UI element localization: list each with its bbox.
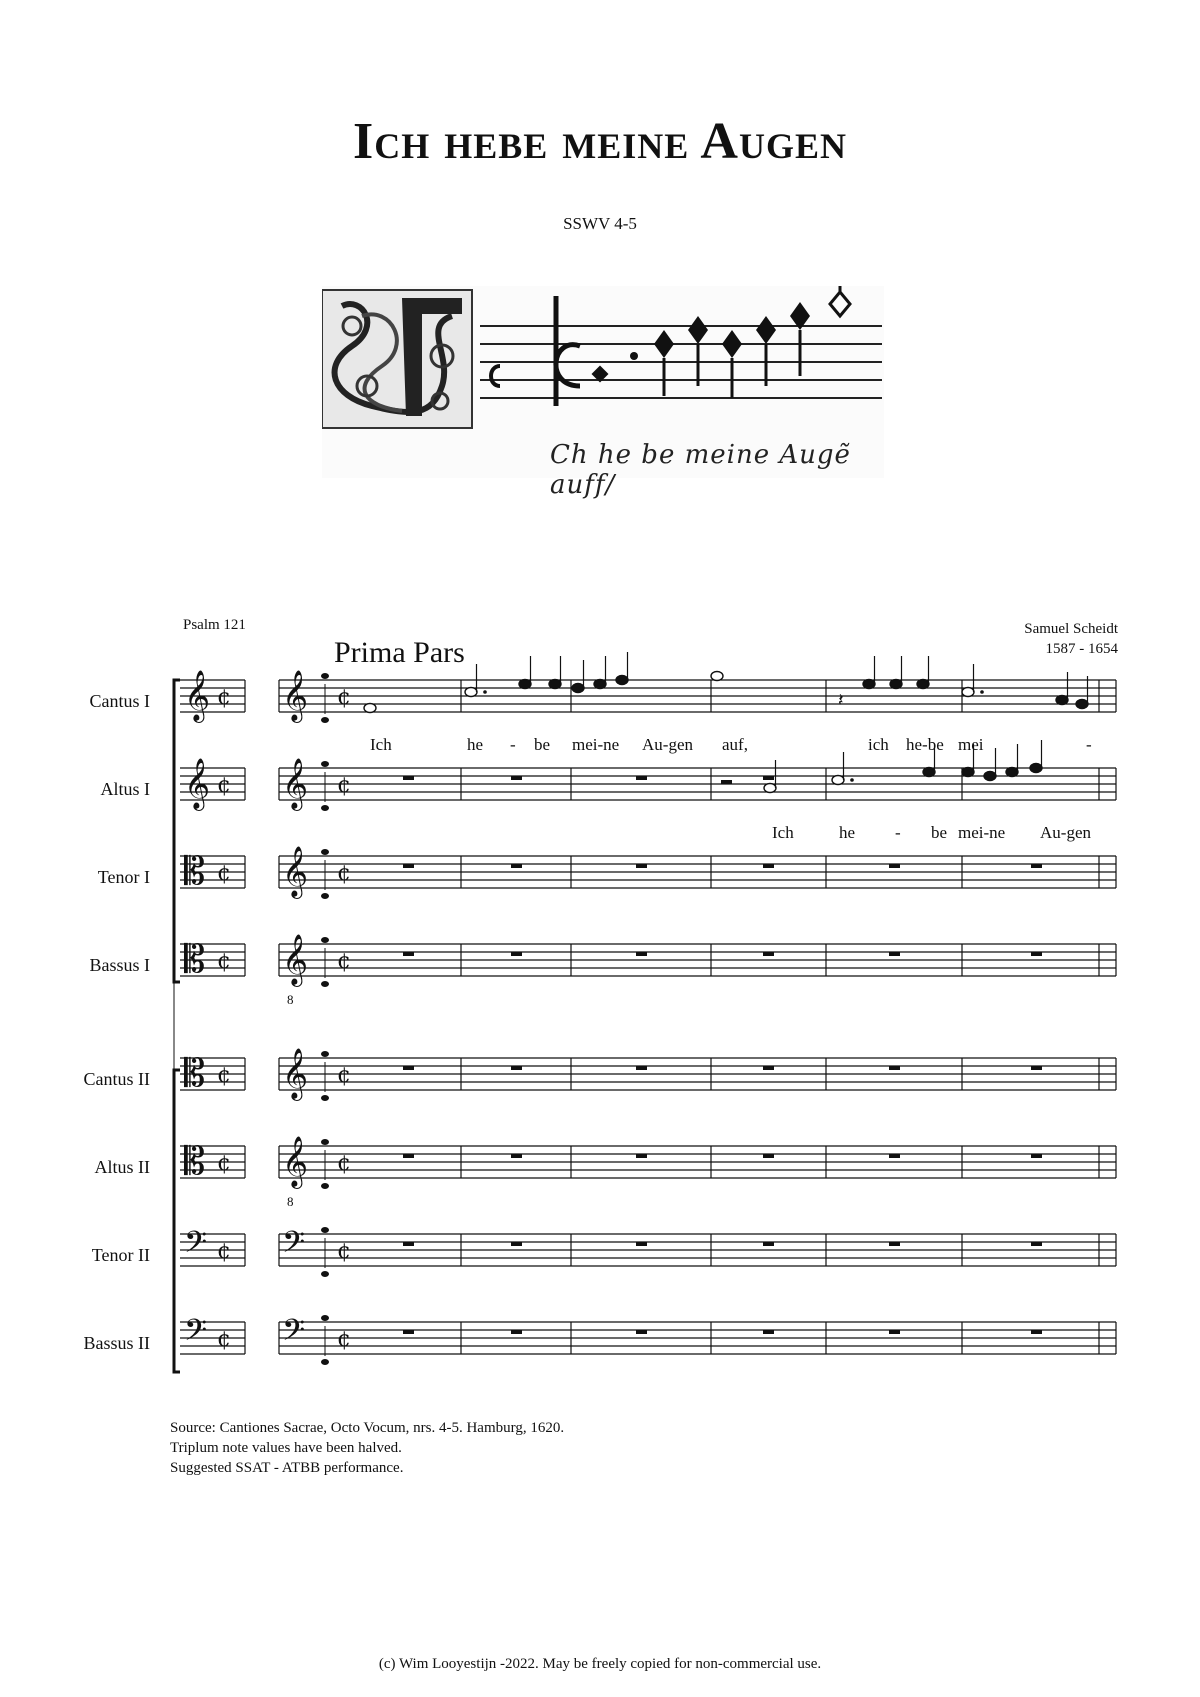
bass-clef-icon: 𝄢 — [282, 1314, 306, 1355]
whole-rest — [1031, 1066, 1042, 1070]
ambitus-note — [321, 937, 329, 943]
note-head — [984, 772, 996, 781]
note-head — [616, 676, 628, 685]
part-name-tenor-2: Tenor II — [91, 1245, 150, 1265]
note-head — [572, 684, 584, 693]
cut-time-icon: ¢ — [217, 1151, 231, 1176]
whole-rest — [763, 1066, 774, 1070]
dot — [980, 690, 984, 694]
whole-rest — [403, 776, 414, 780]
dot — [483, 690, 487, 694]
bass-clef-icon: 𝄢 — [184, 1314, 208, 1355]
whole-rest — [636, 952, 647, 956]
octave-eight-icon: 8 — [287, 1194, 294, 1209]
whole-rest — [763, 952, 774, 956]
bass-clef-icon: 𝄢 — [184, 1226, 208, 1267]
whole-rest — [889, 1154, 900, 1158]
cut-time-icon: ¢ — [217, 1327, 231, 1352]
alto-clef-icon: 𝄡 — [184, 1051, 206, 1095]
ambitus-note — [321, 673, 329, 679]
whole-rest — [1031, 952, 1042, 956]
whole-rest — [763, 1330, 774, 1334]
note-half — [465, 688, 477, 697]
lyric-syllable: mei-ne — [572, 735, 620, 754]
half-rest — [721, 780, 732, 784]
note-head — [917, 680, 929, 689]
bracket-choir-1 — [174, 680, 180, 982]
part-name-altus-1: Altus I — [100, 779, 150, 799]
whole-rest — [403, 1330, 414, 1334]
whole-rest — [889, 952, 900, 956]
lyric-syllable: be — [534, 735, 551, 754]
lyric-syllable: mei-ne — [958, 823, 1006, 842]
treble-clef-icon: 𝄞 — [282, 670, 309, 721]
staves — [180, 680, 1116, 1354]
whole-rest — [511, 776, 522, 780]
copyright-footer: (c) Wim Looyestijn -2022. May be freely copied for non-commercial use. — [378, 1656, 822, 1672]
whole-rest — [636, 1066, 647, 1070]
source-notes — [170, 1418, 564, 1478]
lyric-syllable: - — [895, 823, 901, 842]
cut-time-icon: ¢ — [337, 1151, 351, 1176]
cut-time-icon: ¢ — [337, 861, 351, 886]
cut-time-icon: ¢ — [217, 773, 231, 798]
alto-clef-icon: 𝄡 — [184, 849, 206, 893]
lyric-syllable: he — [467, 735, 484, 754]
cut-time-icon: ¢ — [337, 1063, 351, 1088]
note-head — [594, 680, 606, 689]
lyric-syllable: mei — [958, 735, 984, 754]
treble-clef-icon: 𝄞 — [184, 670, 211, 721]
lyric-syllable: be — [931, 823, 948, 842]
note-head — [1030, 764, 1042, 773]
whole-rest — [889, 1242, 900, 1246]
whole-rest — [403, 1242, 414, 1246]
note-head — [863, 680, 875, 689]
lyric-syllable: auf, — [722, 735, 748, 754]
whole-rest — [511, 864, 522, 868]
treble-clef-icon: 𝄞 — [282, 846, 309, 897]
whole-rest — [889, 1330, 900, 1334]
lyric-syllable: - — [510, 735, 516, 754]
ambitus-note — [321, 1227, 329, 1233]
whole-rest — [511, 1330, 522, 1334]
whole-rest — [763, 1242, 774, 1246]
ambitus-note — [321, 893, 329, 899]
cut-time-icon: ¢ — [217, 949, 231, 974]
octave-eight-icon: 8 — [287, 992, 294, 1007]
lyric-syllable: Au-gen — [1040, 823, 1091, 842]
bass-clef-icon: 𝄢 — [282, 1226, 306, 1267]
cut-time-icon: ¢ — [337, 1327, 351, 1352]
whole-rest — [889, 1066, 900, 1070]
psalm-reference: Psalm 121 — [183, 617, 246, 633]
ambitus-note — [321, 1051, 329, 1057]
lyric-syllable: Ich — [772, 823, 794, 842]
note-whole — [711, 672, 723, 681]
facsimile-lyric: Ch he be meine Augẽ auff/ — [550, 440, 851, 500]
note-half — [764, 784, 776, 793]
note-head — [549, 680, 561, 689]
whole-rest — [636, 864, 647, 868]
ambitus-note — [321, 805, 329, 811]
note-head — [923, 768, 935, 777]
source-note-line: Source: Cantiones Sacrae, Octo Vocum, nrs. 4-5. Hamburg, 1620. — [170, 1420, 565, 1436]
ambitus-note — [321, 849, 329, 855]
whole-rest — [763, 1154, 774, 1158]
alto-clef-icon: 𝄡 — [184, 937, 206, 981]
cut-time-icon: ¢ — [337, 1239, 351, 1264]
catalog-number: SSWV 4-5 — [563, 214, 637, 233]
lyric-syllable: he-be — [906, 735, 944, 754]
lyric-syllable: Ich — [370, 735, 392, 754]
treble-clef-icon: 𝄞 — [282, 758, 309, 809]
lyric-syllable: he — [839, 823, 856, 842]
whole-rest — [636, 1242, 647, 1246]
note-half — [962, 688, 974, 697]
ambitus-note — [321, 1183, 329, 1189]
cut-time-icon: ¢ — [337, 949, 351, 974]
whole-rest — [511, 1066, 522, 1070]
source-note-line: Triplum note values have been halved. — [170, 1440, 402, 1456]
ambitus-note — [321, 717, 329, 723]
cut-time-icon: ¢ — [337, 773, 351, 798]
note-head — [519, 680, 531, 689]
whole-rest — [403, 952, 414, 956]
part-name-bassus-1: Bassus I — [89, 955, 150, 975]
lyric-syllable: ich — [868, 735, 889, 754]
composer-name: Samuel Scheidt — [1024, 621, 1118, 637]
composer-dates: 1587 - 1654 — [1045, 641, 1118, 657]
ambitus-note — [321, 761, 329, 767]
note-head — [962, 768, 974, 777]
piece-title: Ich hebe meine Augen — [353, 113, 847, 170]
whole-rest — [636, 1330, 647, 1334]
whole-rest — [511, 1154, 522, 1158]
note-head — [1076, 700, 1088, 709]
part-name-cantus-1: Cantus I — [89, 691, 150, 711]
bracket-choir-2 — [174, 1070, 180, 1372]
ambitus-note — [321, 1095, 329, 1101]
ambitus-note — [321, 1359, 329, 1365]
lyric-syllable: - — [1086, 735, 1092, 754]
whole-rest — [889, 864, 900, 868]
section-title: Prima Pars — [334, 636, 465, 669]
ambitus-note — [321, 981, 329, 987]
dot — [850, 778, 854, 782]
cut-time-icon: ¢ — [217, 1239, 231, 1264]
ambitus-note — [321, 1315, 329, 1321]
whole-rest — [1031, 1242, 1042, 1246]
source-note-line: Suggested SSAT - ATBB performance. — [170, 1460, 404, 1476]
treble-clef-icon: 𝄞 — [282, 1136, 309, 1187]
whole-rest — [403, 1154, 414, 1158]
part-name-cantus-2: Cantus II — [83, 1069, 150, 1089]
part-name-bassus-2: Bassus II — [83, 1333, 150, 1353]
note-head — [1056, 696, 1068, 705]
cut-time-icon: ¢ — [217, 861, 231, 886]
quarter-rest-icon: 𝄽 — [838, 690, 844, 711]
alto-clef-icon: 𝄡 — [184, 1139, 206, 1183]
note-head — [1006, 768, 1018, 777]
whole-rest — [636, 776, 647, 780]
lyric-syllable: Au-gen — [642, 735, 693, 754]
whole-rest — [1031, 864, 1042, 868]
note-half — [832, 776, 844, 785]
ambitus-note — [321, 1139, 329, 1145]
note-head — [890, 680, 902, 689]
whole-rest — [1031, 1330, 1042, 1334]
cut-time-icon: ¢ — [337, 685, 351, 710]
whole-rest — [1031, 1154, 1042, 1158]
whole-rest — [636, 1154, 647, 1158]
whole-rest — [763, 864, 774, 868]
whole-rest — [511, 1242, 522, 1246]
ambitus-note — [321, 1271, 329, 1277]
treble-clef-icon: 𝄞 — [282, 1048, 309, 1099]
part-name-altus-2: Altus II — [94, 1157, 150, 1177]
treble-clef-icon: 𝄞 — [282, 934, 309, 985]
cut-time-icon: ¢ — [217, 1063, 231, 1088]
part-name-tenor-1: Tenor I — [97, 867, 150, 887]
whole-rest — [403, 864, 414, 868]
note-whole — [364, 704, 376, 713]
cut-time-icon: ¢ — [217, 685, 231, 710]
whole-rest — [511, 952, 522, 956]
whole-rest — [763, 776, 774, 780]
whole-rest — [403, 1066, 414, 1070]
treble-clef-icon: 𝄞 — [184, 758, 211, 809]
